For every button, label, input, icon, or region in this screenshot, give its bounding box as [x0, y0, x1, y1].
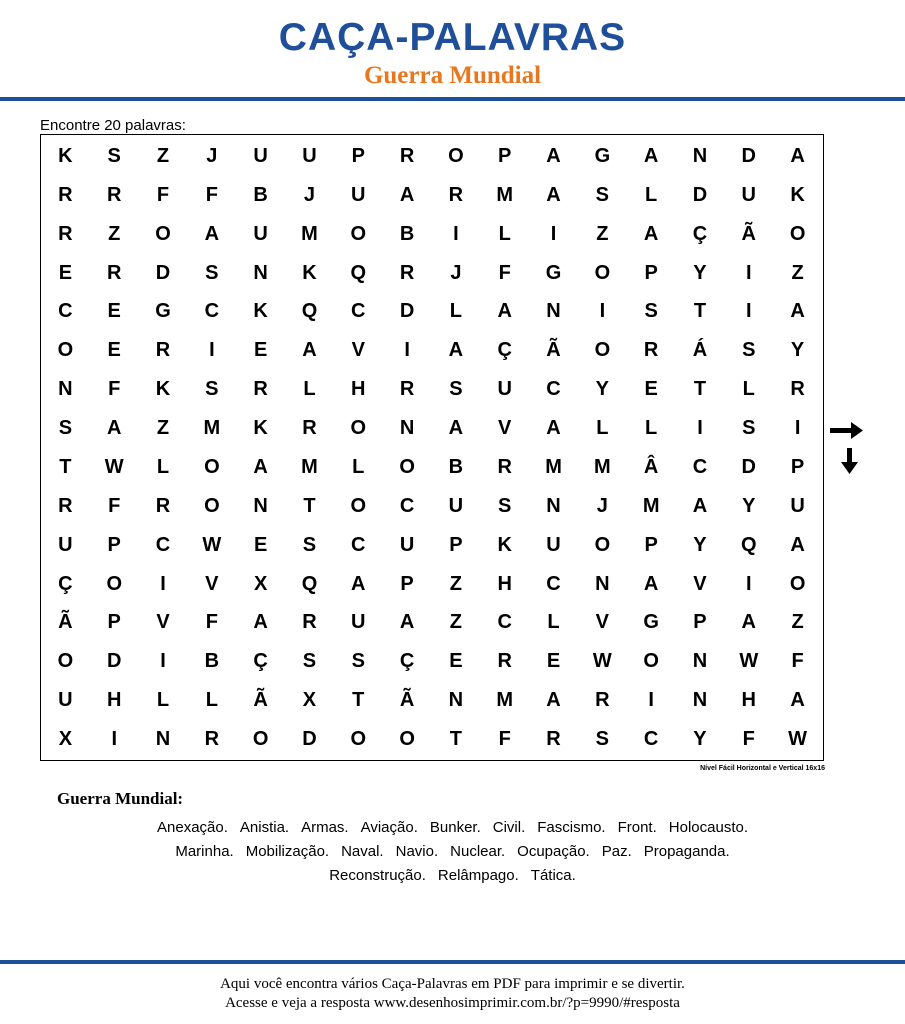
grid-cell[interactable]: L: [742, 378, 755, 401]
grid-cell[interactable]: F: [498, 728, 511, 751]
word-list-item: Marinha.: [175, 843, 234, 860]
grid-cell[interactable]: A: [790, 144, 805, 167]
grid-cell[interactable]: C: [351, 300, 366, 323]
grid-cell[interactable]: R: [204, 728, 220, 751]
grid-cell[interactable]: M: [496, 689, 514, 712]
grid-cell[interactable]: R: [302, 611, 317, 634]
grid-cell[interactable]: A: [692, 494, 708, 517]
grid-cell[interactable]: L: [156, 689, 170, 712]
instructions: Encontre 20 palavras:: [40, 117, 186, 134]
grid-cell[interactable]: R: [399, 378, 415, 401]
grid-cell[interactable]: C: [546, 572, 561, 595]
grid-cell[interactable]: A: [790, 300, 805, 323]
grid-cell[interactable]: S: [205, 378, 219, 401]
grid-cell[interactable]: G: [643, 611, 659, 634]
grid-cell[interactable]: P: [400, 572, 414, 595]
grid-cell[interactable]: U: [58, 689, 73, 712]
grid-cell[interactable]: U: [253, 144, 268, 167]
grid-cell[interactable]: T: [693, 300, 707, 323]
word-list-item: Naval.: [341, 843, 384, 860]
word-list-item: Reconstrução.: [329, 867, 426, 884]
grid-cell[interactable]: S: [351, 650, 365, 673]
grid-cell[interactable]: V: [351, 339, 365, 362]
grid-cell[interactable]: I: [697, 417, 703, 440]
grid-cell[interactable]: P: [351, 144, 365, 167]
grid-cell[interactable]: O: [789, 222, 806, 245]
grid-cell[interactable]: S: [302, 533, 317, 556]
word-list-item: Civil.: [492, 819, 526, 836]
page-title: CAÇA-PALAVRAS: [278, 16, 627, 59]
grid-cell[interactable]: Q: [301, 300, 318, 323]
grid-cell[interactable]: A: [253, 611, 268, 634]
grid-cell[interactable]: F: [498, 261, 511, 284]
grid-cell[interactable]: U: [448, 494, 464, 517]
grid-cell[interactable]: Z: [791, 261, 804, 284]
grid-cell[interactable]: N: [692, 650, 708, 673]
grid-cell[interactable]: U: [497, 378, 512, 401]
grid-cell[interactable]: C: [399, 494, 415, 517]
grid-cell[interactable]: O: [155, 222, 171, 245]
grid-cell[interactable]: S: [449, 378, 463, 401]
grid-cell[interactable]: X: [253, 572, 268, 595]
grid-cell[interactable]: S: [742, 339, 756, 362]
grid-cell[interactable]: S: [302, 650, 317, 673]
arrow-down-icon: [841, 448, 858, 474]
grid-cell[interactable]: Y: [742, 494, 756, 517]
grid-cell[interactable]: R: [790, 378, 805, 401]
grid-cell[interactable]: C: [497, 611, 512, 634]
grid-cell[interactable]: R: [399, 144, 415, 167]
grid-cell[interactable]: N: [399, 417, 415, 440]
grid-cell[interactable]: P: [693, 611, 707, 634]
grid-cell[interactable]: I: [794, 417, 801, 440]
grid-cell[interactable]: F: [108, 378, 121, 401]
grid-cell[interactable]: N: [253, 494, 268, 517]
word-list-item: Bunker.: [429, 819, 481, 836]
grid-cell[interactable]: T: [352, 689, 365, 712]
level-note: Nível Fácil Horizontal e Vertical 16x16: [700, 765, 825, 772]
word-list-item: Relâmpago.: [437, 867, 519, 884]
grid-cell[interactable]: F: [791, 650, 804, 673]
grid-cell[interactable]: L: [303, 378, 316, 401]
grid-cell[interactable]: Ã: [58, 611, 73, 634]
grid-cell[interactable]: P: [449, 533, 463, 556]
grid-cell[interactable]: M: [642, 494, 660, 517]
grid-cell[interactable]: N: [692, 689, 708, 712]
grid-cell[interactable]: S: [742, 417, 756, 440]
grid-cell[interactable]: A: [546, 144, 561, 167]
word-list-item: Ocupação.: [517, 843, 590, 860]
grid-cell[interactable]: N: [595, 572, 610, 595]
grid-cell[interactable]: M: [496, 183, 514, 206]
word-search-grid: [41, 137, 822, 759]
grid-cell[interactable]: A: [351, 572, 366, 595]
grid-cell[interactable]: K: [253, 417, 268, 440]
grid-cell[interactable]: X: [58, 728, 73, 751]
grid-cell[interactable]: V: [205, 572, 219, 595]
grid-cell[interactable]: D: [741, 455, 756, 478]
grid-cell[interactable]: I: [746, 572, 752, 595]
word-list-item: Tática.: [530, 867, 576, 884]
grid-cell[interactable]: A: [204, 222, 220, 245]
grid-cell[interactable]: I: [111, 728, 117, 751]
grid-cell[interactable]: V: [498, 417, 512, 440]
word-list-item: Fascismo.: [537, 819, 606, 836]
grid-cell[interactable]: E: [546, 650, 561, 673]
grid-cell[interactable]: U: [741, 183, 756, 206]
grid-cell[interactable]: B: [399, 222, 415, 245]
grid-cell[interactable]: L: [498, 222, 511, 245]
grid-cell[interactable]: I: [746, 261, 752, 284]
grid-cell[interactable]: V: [595, 611, 610, 634]
grid-cell[interactable]: T: [449, 728, 463, 751]
grid-cell[interactable]: S: [498, 494, 512, 517]
word-list-item: Holocausto.: [668, 819, 748, 836]
grid-cell[interactable]: O: [57, 650, 74, 673]
grid-cell[interactable]: Z: [449, 572, 463, 595]
grid-cell[interactable]: A: [790, 689, 805, 712]
grid-cell[interactable]: L: [205, 689, 218, 712]
grid-cell[interactable]: C: [546, 378, 561, 401]
grid-cell[interactable]: N: [448, 689, 464, 712]
grid-cell[interactable]: A: [448, 417, 464, 440]
grid-cell[interactable]: R: [58, 183, 73, 206]
grid-cell[interactable]: M: [301, 455, 318, 478]
grid-cell[interactable]: Ã: [253, 689, 268, 712]
word-list-item: Navio.: [395, 843, 439, 860]
grid-cell[interactable]: R: [497, 455, 512, 478]
grid-cell[interactable]: P: [790, 455, 805, 478]
grid-cell[interactable]: R: [497, 650, 512, 673]
grid-cell[interactable]: K: [302, 261, 317, 284]
word-list-item: Front.: [617, 819, 657, 836]
grid-cell[interactable]: W: [788, 728, 808, 751]
grid-cell[interactable]: Ã: [399, 689, 415, 712]
grid-cell[interactable]: S: [205, 261, 219, 284]
grid-cell[interactable]: I: [550, 222, 557, 245]
grid-cell[interactable]: C: [643, 728, 659, 751]
grid-cell[interactable]: X: [302, 689, 317, 712]
grid-cell[interactable]: J: [596, 494, 608, 517]
grid-cell[interactable]: O: [57, 339, 74, 362]
grid-cell[interactable]: D: [106, 650, 122, 673]
grid-cell[interactable]: Ç: [497, 339, 512, 362]
grid-cell[interactable]: O: [594, 261, 611, 284]
grid-cell[interactable]: Ç: [253, 650, 268, 673]
grid-cell[interactable]: O: [350, 728, 367, 751]
grid-cell[interactable]: B: [204, 650, 220, 673]
grid-cell[interactable]: R: [155, 494, 171, 517]
grid-cell[interactable]: A: [643, 222, 659, 245]
grid-cell[interactable]: O: [204, 494, 220, 517]
grid-cell[interactable]: U: [351, 611, 366, 634]
grid-cell[interactable]: B: [448, 455, 464, 478]
grid-cell[interactable]: K: [253, 300, 268, 323]
grid-cell[interactable]: Y: [595, 378, 610, 401]
grid-cell[interactable]: P: [644, 261, 658, 284]
grid-cell[interactable]: P: [107, 533, 121, 556]
word-list-item: Propaganda.: [643, 843, 730, 860]
grid-cell[interactable]: G: [594, 144, 611, 167]
grid-cell[interactable]: C: [155, 533, 171, 556]
word-search-grid-frame: [40, 134, 824, 761]
grid-cell[interactable]: F: [156, 183, 170, 206]
grid-cell[interactable]: S: [595, 728, 610, 751]
grid-cell[interactable]: D: [302, 728, 317, 751]
grid-cell[interactable]: Z: [449, 611, 463, 634]
page-subtitle: Guerra Mundial: [363, 62, 542, 89]
grid-cell[interactable]: A: [546, 417, 561, 440]
footer: [0, 975, 905, 1013]
word-list-item: Nuclear.: [450, 843, 506, 860]
grid-cell[interactable]: O: [204, 455, 220, 478]
grid-cell[interactable]: U: [546, 533, 561, 556]
grid-cell[interactable]: O: [594, 533, 611, 556]
grid-cell[interactable]: Y: [693, 728, 707, 751]
grid-cell[interactable]: M: [545, 455, 562, 478]
grid-cell[interactable]: R: [643, 339, 659, 362]
grid-cell[interactable]: Z: [791, 611, 804, 634]
grid-cell[interactable]: C: [204, 300, 220, 323]
grid-cell[interactable]: L: [596, 417, 609, 440]
grid-cell[interactable]: Z: [596, 222, 609, 245]
grid-cell[interactable]: C: [351, 533, 366, 556]
grid-cell[interactable]: M: [203, 417, 221, 440]
grid-cell[interactable]: V: [156, 611, 170, 634]
grid-cell[interactable]: G: [155, 300, 171, 323]
grid-cell[interactable]: E: [253, 533, 268, 556]
grid-cell[interactable]: Y: [693, 533, 707, 556]
grid-cell[interactable]: D: [155, 261, 171, 284]
grid-cell[interactable]: E: [449, 650, 463, 673]
grid-cell[interactable]: R: [302, 417, 317, 440]
word-list-item: Aviação.: [360, 819, 418, 836]
grid-cell[interactable]: A: [546, 689, 561, 712]
grid-cell[interactable]: A: [790, 533, 805, 556]
grid-cell[interactable]: U: [253, 222, 268, 245]
grid-cell[interactable]: Q: [350, 261, 367, 284]
grid-cell[interactable]: I: [746, 300, 752, 323]
grid-cell[interactable]: L: [645, 183, 658, 206]
grid-cell[interactable]: O: [252, 728, 269, 751]
grid-cell[interactable]: R: [106, 261, 122, 284]
grid-cell[interactable]: U: [790, 494, 805, 517]
grid-cell[interactable]: E: [644, 378, 658, 401]
grid-cell[interactable]: F: [108, 494, 121, 517]
grid-cell[interactable]: P: [644, 533, 658, 556]
grid-cell[interactable]: N: [155, 728, 171, 751]
grid-cell[interactable]: H: [351, 378, 366, 401]
grid-cell[interactable]: Z: [156, 144, 170, 167]
grid-cell[interactable]: O: [106, 572, 122, 595]
grid-cell[interactable]: A: [253, 455, 268, 478]
grid-cell[interactable]: T: [59, 455, 72, 478]
grid-cell[interactable]: H: [741, 689, 756, 712]
grid-cell[interactable]: T: [303, 494, 316, 517]
word-list-item: Anexação.: [157, 819, 228, 836]
grid-cell[interactable]: L: [352, 455, 365, 478]
grid-cell[interactable]: W: [739, 650, 759, 673]
footer-line-2: Acesse e veja a resposta www.desenhosimprimir.com.br/?p=9990/#resposta: [225, 995, 680, 1011]
grid-cell[interactable]: Q: [301, 572, 318, 595]
grid-cell[interactable]: A: [448, 339, 464, 362]
grid-cell[interactable]: J: [303, 183, 316, 206]
direction-indicators: [829, 420, 865, 480]
word-list-item: Mobilização.: [245, 843, 330, 860]
grid-cell[interactable]: E: [107, 339, 121, 362]
grid-cell[interactable]: Ã: [741, 222, 756, 245]
grid-cell[interactable]: A: [741, 611, 756, 634]
grid-cell[interactable]: S: [644, 300, 658, 323]
grid-cell[interactable]: A: [643, 572, 659, 595]
grid-cell[interactable]: Y: [693, 261, 707, 284]
grid-cell[interactable]: O: [350, 222, 367, 245]
grid-cell[interactable]: Q: [741, 533, 757, 556]
grid-cell[interactable]: R: [595, 689, 610, 712]
grid-cell[interactable]: F: [205, 183, 218, 206]
grid-cell[interactable]: K: [58, 144, 73, 167]
grid-cell[interactable]: I: [404, 339, 410, 362]
grid-cell[interactable]: W: [104, 455, 124, 478]
grid-cell[interactable]: Z: [108, 222, 121, 245]
grid-cell[interactable]: F: [742, 728, 755, 751]
grid-cell[interactable]: R: [155, 339, 171, 362]
grid-cell[interactable]: I: [648, 689, 654, 712]
grid-cell[interactable]: I: [160, 572, 166, 595]
arrow-right-icon: [830, 422, 863, 439]
grid-cell[interactable]: R: [546, 728, 561, 751]
grid-cell[interactable]: M: [594, 455, 611, 478]
top-divider: [0, 97, 905, 101]
grid-cell[interactable]: K: [790, 183, 805, 206]
grid-cell[interactable]: A: [302, 339, 317, 362]
grid-cell[interactable]: D: [399, 300, 415, 323]
grid-cell[interactable]: R: [448, 183, 464, 206]
grid-cell[interactable]: E: [253, 339, 268, 362]
grid-cell[interactable]: U: [58, 533, 73, 556]
word-list-title: Guerra Mundial:: [57, 789, 184, 808]
grid-cell[interactable]: S: [595, 183, 610, 206]
grid-cell[interactable]: O: [350, 417, 367, 440]
word-list: [60, 816, 845, 888]
grid-cell[interactable]: A: [399, 611, 415, 634]
grid-cell[interactable]: N: [546, 300, 561, 323]
grid-cell[interactable]: G: [545, 261, 562, 284]
grid-cell[interactable]: C: [692, 455, 708, 478]
grid-cell[interactable]: Z: [156, 417, 170, 440]
grid-cell[interactable]: Â: [643, 455, 659, 478]
grid-cell[interactable]: V: [693, 572, 707, 595]
grid-cell[interactable]: N: [692, 144, 708, 167]
grid-cell[interactable]: U: [399, 533, 415, 556]
grid-cell[interactable]: N: [58, 378, 73, 401]
grid-cell[interactable]: R: [253, 378, 268, 401]
grid-cell[interactable]: N: [253, 261, 268, 284]
grid-cell[interactable]: T: [693, 378, 707, 401]
grid-cell[interactable]: J: [450, 261, 462, 284]
grid-cell[interactable]: C: [58, 300, 73, 323]
grid-cell[interactable]: L: [645, 417, 658, 440]
grid-cell[interactable]: A: [643, 144, 659, 167]
grid-cell[interactable]: Ç: [399, 650, 415, 673]
grid-cell[interactable]: P: [107, 611, 121, 634]
grid-cell[interactable]: U: [351, 183, 366, 206]
grid-cell[interactable]: I: [160, 650, 166, 673]
grid-cell[interactable]: L: [156, 455, 170, 478]
grid-cell[interactable]: B: [253, 183, 268, 206]
grid-cell[interactable]: H: [497, 572, 512, 595]
grid-cell[interactable]: O: [789, 572, 806, 595]
grid-cell[interactable]: W: [592, 650, 612, 673]
grid-cell[interactable]: R: [399, 261, 415, 284]
grid-cell[interactable]: S: [58, 417, 73, 440]
grid-cell[interactable]: O: [448, 144, 464, 167]
word-list-item: Armas.: [301, 819, 349, 836]
grid-cell[interactable]: Ã: [546, 339, 561, 362]
grid-cell[interactable]: M: [301, 222, 318, 245]
word-list-item: Paz.: [601, 843, 632, 860]
grid-cell[interactable]: L: [547, 611, 560, 634]
grid-cell[interactable]: Y: [790, 339, 805, 362]
grid-cell[interactable]: D: [741, 144, 756, 167]
grid-cell[interactable]: Ç: [692, 222, 708, 245]
grid-cell[interactable]: N: [546, 494, 561, 517]
grid-cell[interactable]: W: [202, 533, 222, 556]
grid-cell[interactable]: E: [107, 300, 121, 323]
grid-cell[interactable]: K: [497, 533, 512, 556]
grid-cell[interactable]: I: [599, 300, 606, 323]
grid-cell[interactable]: O: [594, 339, 611, 362]
word-list-item: Anistia.: [239, 819, 290, 836]
grid-cell[interactable]: I: [453, 222, 459, 245]
grid-cell[interactable]: A: [497, 300, 512, 323]
grid-cell[interactable]: R: [106, 183, 122, 206]
bottom-divider: [0, 960, 905, 964]
grid-cell[interactable]: P: [498, 144, 512, 167]
grid-cell[interactable]: A: [546, 183, 561, 206]
grid-cell[interactable]: R: [58, 494, 73, 517]
grid-cell[interactable]: J: [206, 144, 218, 167]
grid-cell[interactable]: L: [449, 300, 463, 323]
grid-cell[interactable]: O: [399, 728, 415, 751]
grid-cell[interactable]: H: [106, 689, 122, 712]
grid-cell[interactable]: D: [692, 183, 708, 206]
grid-cell[interactable]: E: [58, 261, 73, 284]
grid-cell[interactable]: Á: [692, 339, 708, 362]
grid-cell[interactable]: R: [58, 222, 73, 245]
footer-line-1: Aqui você encontra vários Caça-Palavras em PDF para imprimir e se divertir.: [220, 976, 685, 992]
grid-cell[interactable]: F: [205, 611, 218, 634]
grid-cell[interactable]: Ç: [58, 572, 73, 595]
grid-cell[interactable]: S: [107, 144, 121, 167]
grid-cell[interactable]: O: [643, 650, 659, 673]
grid-cell[interactable]: O: [350, 494, 367, 517]
grid-cell[interactable]: A: [106, 417, 122, 440]
grid-cell[interactable]: A: [399, 183, 415, 206]
grid-cell[interactable]: K: [155, 378, 171, 401]
grid-cell[interactable]: U: [302, 144, 317, 167]
grid-cell[interactable]: O: [399, 455, 415, 478]
grid-cell[interactable]: I: [209, 339, 215, 362]
